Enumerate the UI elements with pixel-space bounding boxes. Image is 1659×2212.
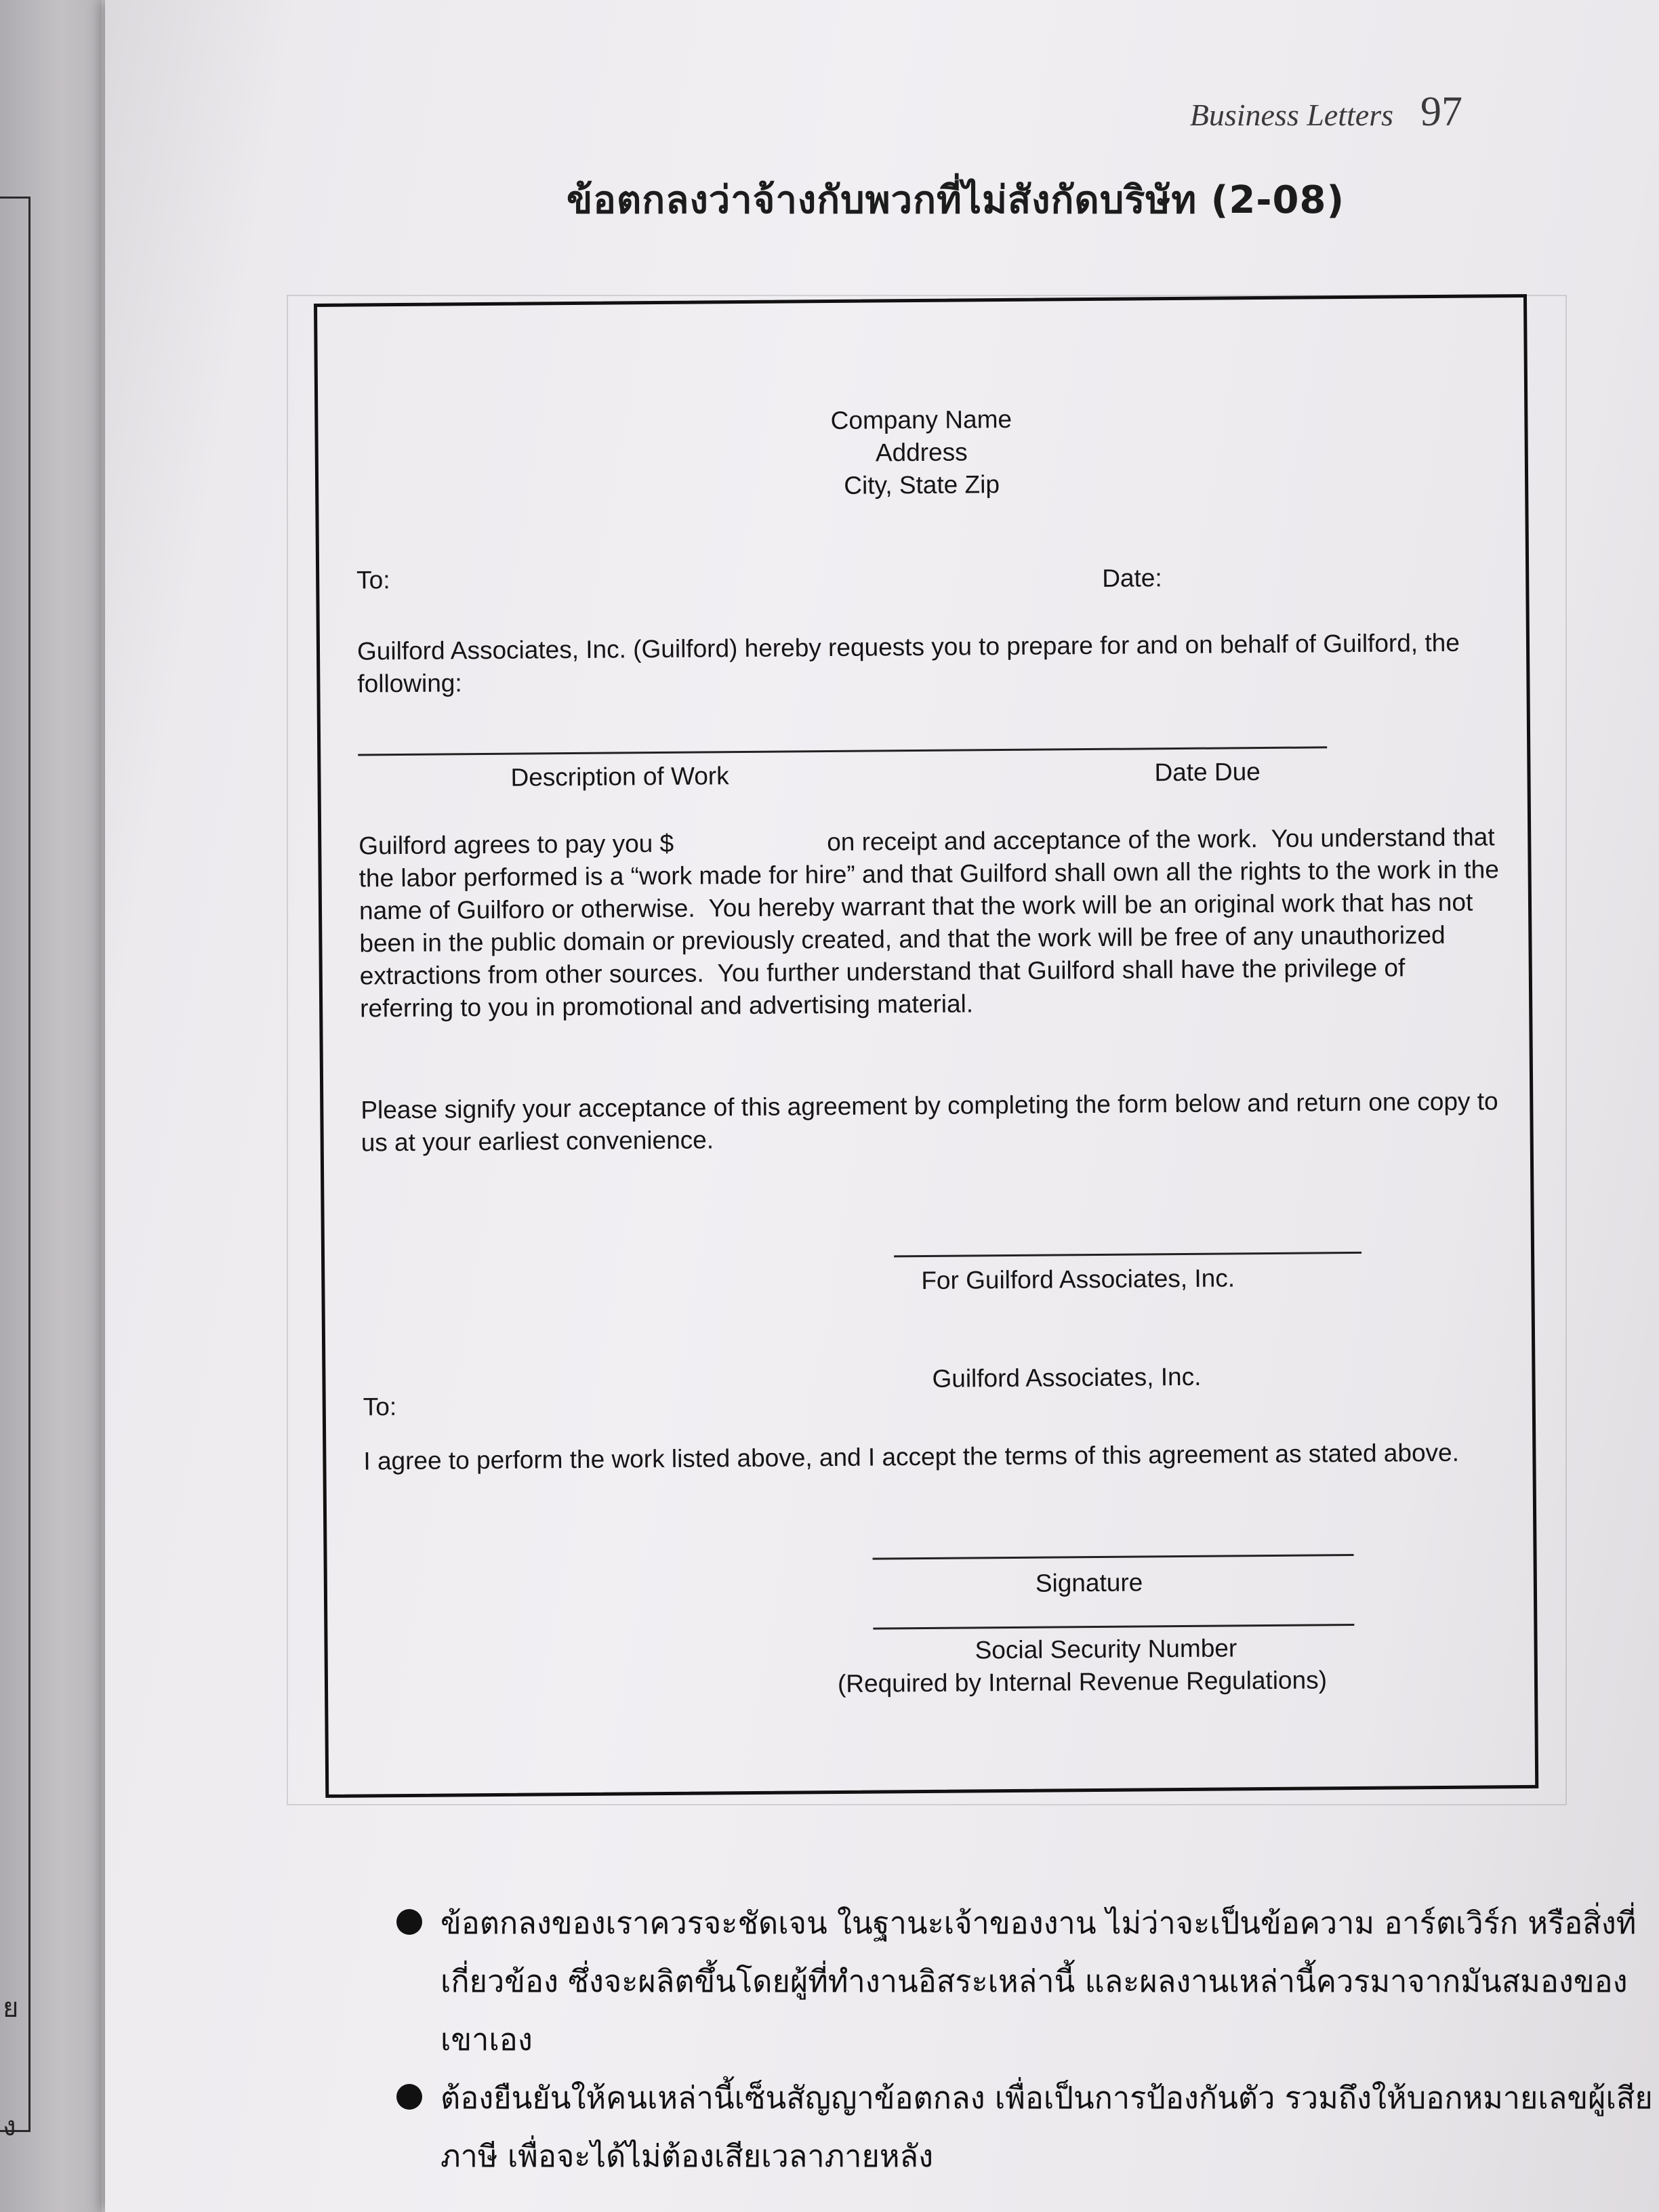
company-address: Address: [875, 438, 968, 467]
book-page: [105, 0, 1659, 2212]
consent-paragraph: I agree to perform the work listed above, and I accept the terms of this agreement as stated above.: [363, 1438, 1460, 1475]
agreement-paragraph: Guilford agrees to pay you $ on receipt and acceptance of the work. You understand that the labor performed is a “work made for hire” and that Guilford shall own all the rights to the work in the name of Guilforo or otherwise. You hereby warrant that the work will be an original work that has not been in the public domain or previously created, and that the work will be free of any unauthorized extractions from other sources. You further understand that Guilford shall have the privilege of referring to you in promotional and advertising material.: [359, 823, 1507, 1023]
list-item: [396, 2069, 1659, 2186]
ssn-line: [873, 1624, 1354, 1630]
work-line: [358, 746, 1327, 756]
facing-page-edge: [0, 0, 102, 2212]
acceptance-paragraph: Please signify your acceptance of this agreement by completing the form below and return one copy to us at your earliest convenience.: [361, 1087, 1498, 1157]
date-label: Date:: [1102, 564, 1162, 592]
company-name: Company Name: [830, 405, 1012, 435]
description-of-work-label: Description of Work: [510, 762, 729, 792]
company-city-state-zip: City, State Zip: [844, 470, 1000, 499]
running-title: Business Letters: [1189, 98, 1393, 132]
list-item: [396, 1894, 1659, 2069]
signature-line: [873, 1554, 1354, 1560]
facing-page-char: ง: [3, 2111, 16, 2142]
company-signature-name: Guilford Associates, Inc.: [932, 1362, 1202, 1393]
agreement-form: [314, 294, 1538, 1798]
for-company-label: For Guilford Associates, Inc.: [921, 1264, 1235, 1295]
to-label: To:: [356, 566, 390, 594]
bullet-text: ต้องยืนยันให้คนเหล่านี้เซ็นสัญญาข้อตกลง เพื่อเป็นการป้องกันตัว รวมถึงให้บอกหมายเลขผู้เสียภาษี เพื่อจะได้ไม่ต้องเสียเวลาภายหลัง: [441, 2080, 1653, 2174]
date-due-label: Date Due: [1154, 758, 1261, 787]
facing-page-frame: [0, 197, 30, 2132]
running-head: [1190, 88, 1462, 136]
bullet-text: ข้อตกลงของเราควรจะชัดเจน ในฐานะเจ้าของงาน ไม่ว่าจะเป็นข้อความ อาร์ตเวิร์ก หรือสิ่งที่เกี่ยวข้อง ซึ่งจะผลิตขึ้นโดยผู้ที่ทำงานอิสระเหล่านี้ และผลงานเหล่านี้ควรมาจากมันสมองของเขาเอง: [441, 1905, 1637, 2057]
facing-page-char: ย: [3, 1992, 19, 2024]
signature-label: Signature: [1035, 1568, 1143, 1597]
ssn-label: Social Security Number: [975, 1634, 1237, 1664]
bullet-icon: [396, 2084, 422, 2110]
page-title: ข้อตกลงว่าจ้างกับพวกที่ไม่สังกัดบริษัท (2-08): [566, 178, 1345, 222]
to-label-2: To:: [363, 1393, 397, 1421]
page-number: 97: [1420, 89, 1462, 135]
bullet-icon: [396, 1909, 422, 1935]
ssn-note: (Required by Internal Revenue Regulations): [837, 1666, 1328, 1698]
request-paragraph: Guilford Associates, Inc. (Guilford) hereby requests you to prepare for and on behalf of Guilford, the following:: [356, 628, 1460, 698]
company-signature-line: [894, 1252, 1361, 1257]
bullet-list: [396, 1894, 1659, 2186]
